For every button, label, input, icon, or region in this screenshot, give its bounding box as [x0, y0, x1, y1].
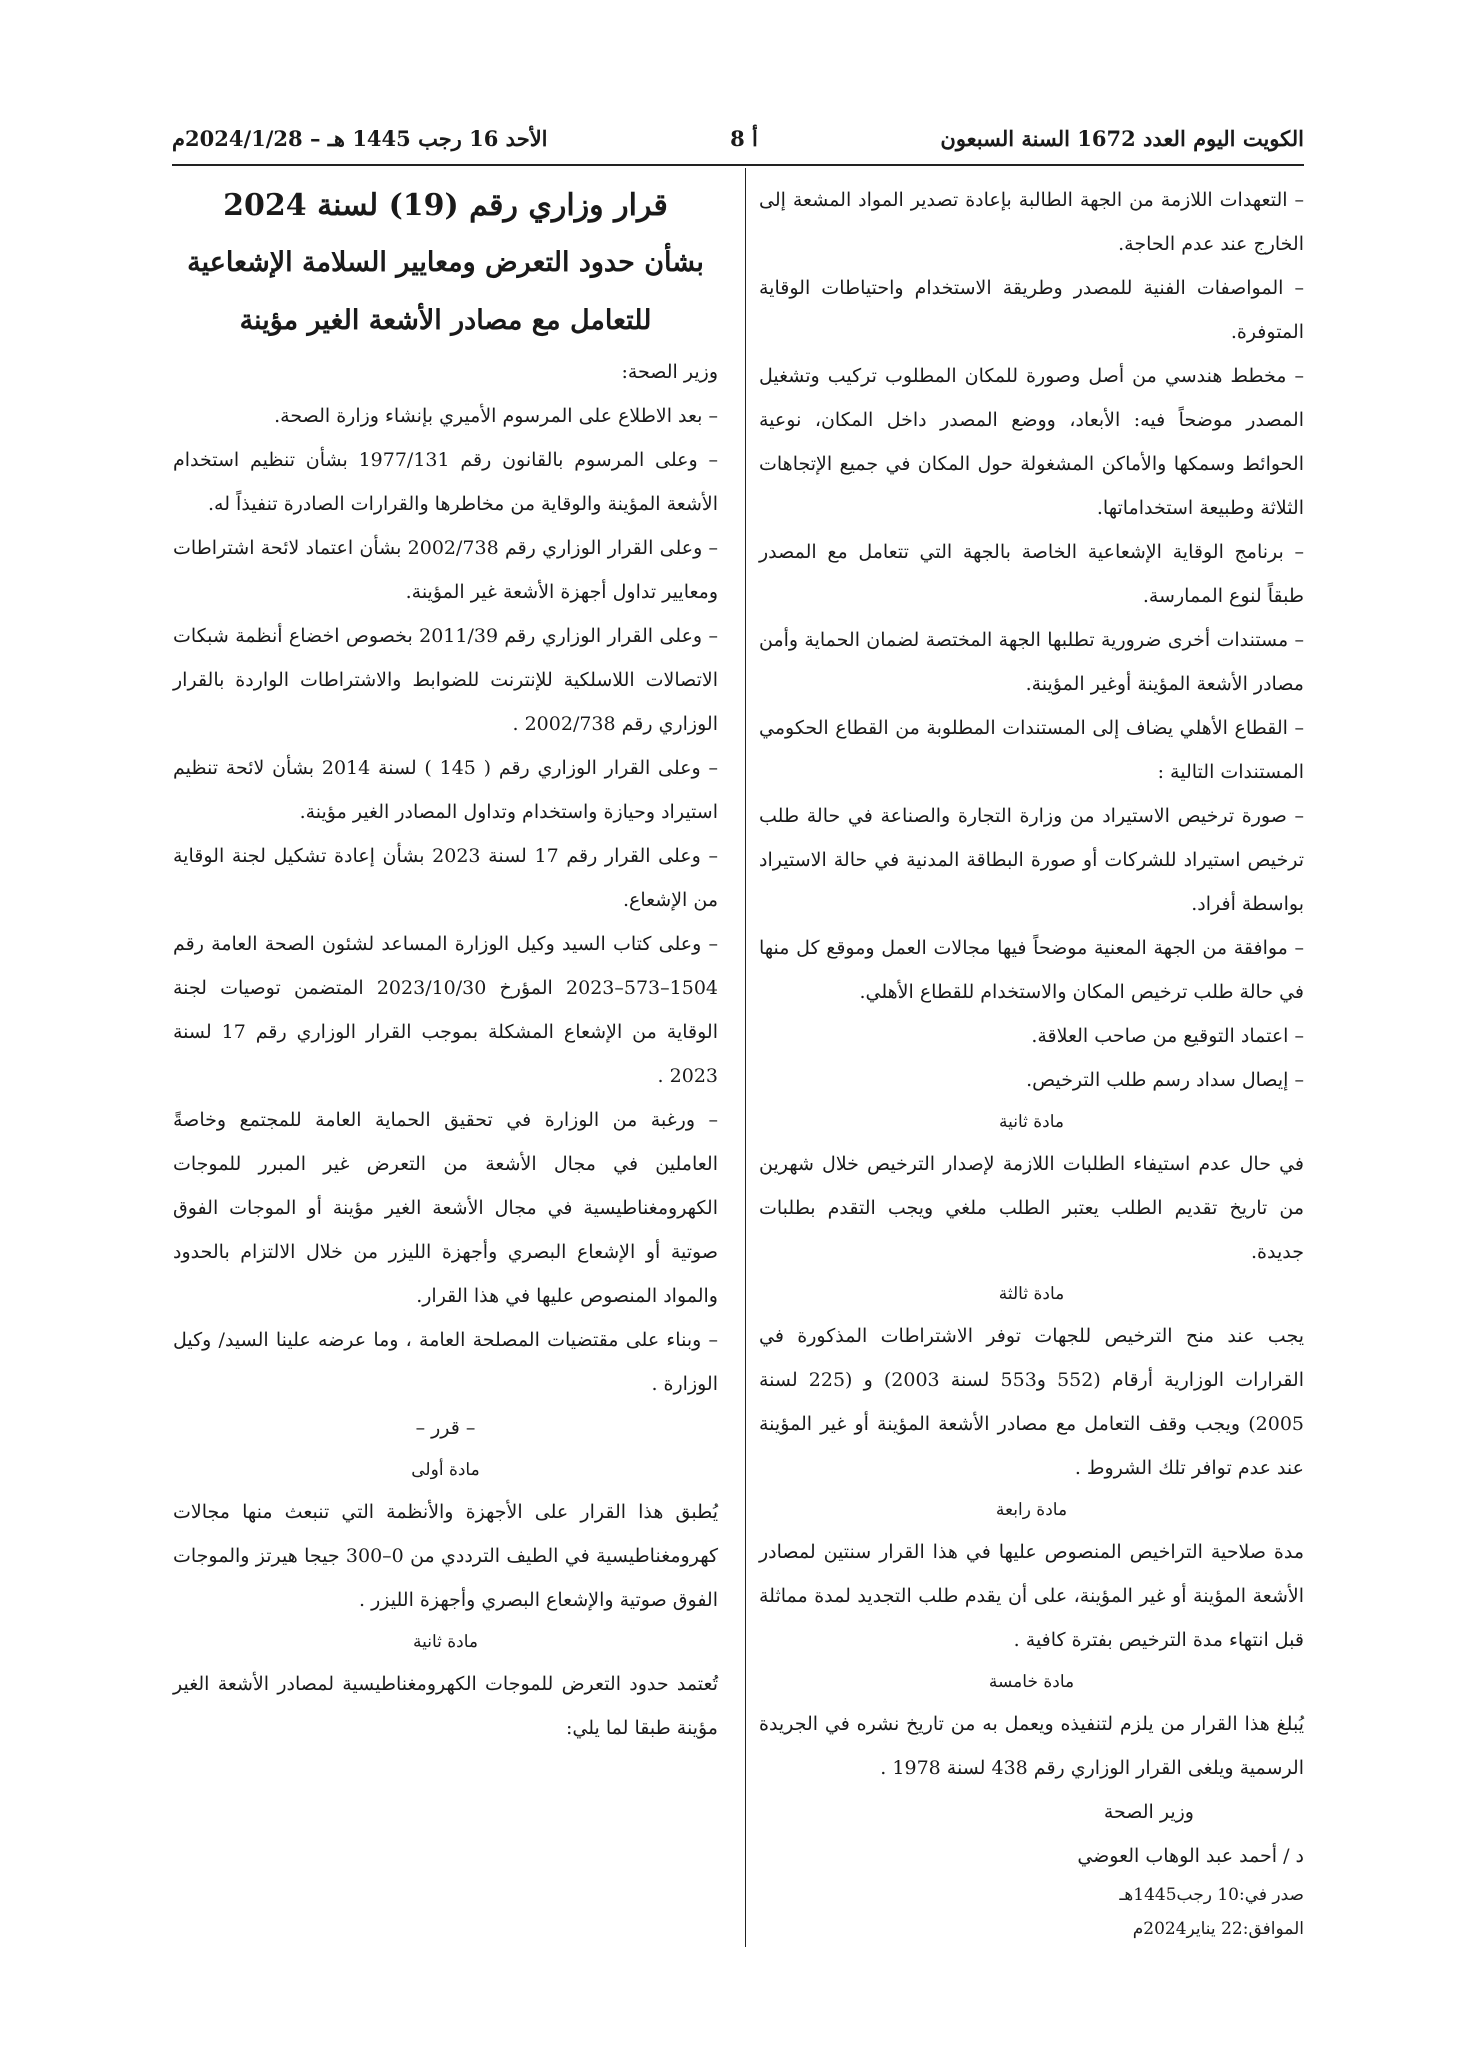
article-text: يجب عند منح الترخيص للجهات توفر الاشتراطات المذكورة في القرارات الوزارية أرقام (552 و553 لسنة 2003) و (225 لسنة 2005) ويجب وقف التعامل مع مصادر الأشعة المؤينة أو غير المؤينة عند عدم توافر تلك الشروط .	[759, 1325, 1304, 1479]
decree-title: قرار وزاري رقم (19) لسنة 2024	[223, 188, 668, 223]
preamble-item: – ورغبة من الوزارة في تحقيق الحماية العامة للمجتمع وخاصةً العاملين في مجال الأشعة من التعرض غير المبرر للموجات الكهرومغناطيسية في مجال الأشعة الغير مؤينة أو الموجات الفوق صوتية أو الإشعاع البصري وأجهزة الليزر من خلال الالتزام بالحدود والمواد المنصوص عليها في هذا القرار.	[173, 1109, 718, 1307]
issue-date: صدر في:10 رجب1445هـ	[1119, 1885, 1304, 1905]
preamble-item: – بعد الاطلاع على المرسوم الأميري بإنشاء وزارة الصحة.	[274, 405, 718, 427]
paragraph: – إيصال سداد رسم طلب الترخيص.	[1026, 1069, 1304, 1091]
decree-subtitle: للتعامل مع مصادر الأشعة الغير مؤينة	[239, 305, 652, 336]
article-text: في حال عدم استيفاء الطلبات اللازمة لإصدار الترخيص خلال شهرين من تاريخ تقديم الطلب يعتبر الطلب ملغي ويجب التقدم بطلبات جديدة.	[759, 1153, 1304, 1263]
decree-subtitle: بشأن حدود التعرض ومعايير السلامة الإشعاعية	[187, 247, 704, 278]
column-divider	[745, 168, 746, 1947]
decided-heading: – قرر –	[415, 1417, 476, 1439]
preamble-item: – وعلى القرار الوزاري رقم 2011/39 بخصوص اخضاع أنظمة شبكات الاتصالات اللاسلكية للإنترنت للضوابط والاشتراطات الواردة بالقرار الوزاري رقم 2002/738 .	[173, 625, 718, 735]
header-divider	[172, 164, 1304, 166]
page-header	[172, 118, 1304, 158]
paragraph: – مستندات أخرى ضرورية تطلبها الجهة المختصة لضمان الحماية وأمن مصادر الأشعة المؤينة أوغير المؤينة.	[759, 629, 1304, 695]
paragraph: – اعتماد التوقيع من صاحب العلاقة.	[1031, 1025, 1304, 1047]
preamble-item: – وعلى القرار الوزاري رقم 2002/738 بشأن اعتماد لائحة اشتراطات ومعايير تداول أجهزة الأشعة غير المؤينة.	[173, 537, 718, 603]
article-heading: مادة ثالثة	[998, 1284, 1065, 1304]
paragraph: – برنامج الوقاية الإشعاعية الخاصة بالجهة التي تتعامل مع المصدر طبقاً لنوع الممارسة.	[759, 541, 1304, 607]
header-issue: الكويت اليوم العدد 1672 السنة السبعون	[940, 125, 1304, 151]
paragraph: – القطاع الأهلي يضاف إلى المستندات المطلوبة من القطاع الحكومي المستندات التالية :	[759, 717, 1304, 783]
preamble-item: – وعلى القرار الوزاري رقم ( 145 ) لسنة 2014 بشأن لائحة تنظيم استيراد وحيازة واستخدام وتداول المصادر الغير مؤينة.	[173, 757, 718, 823]
preamble-item: – وعلى القرار رقم 17 لسنة 2023 بشأن إعادة تشكيل لجنة الوقاية من الإشعاع.	[173, 845, 718, 911]
right-column	[759, 178, 1304, 1946]
minister-title: وزير الصحة	[1103, 1801, 1194, 1823]
article-heading: مادة خامسة	[988, 1672, 1075, 1692]
intro: وزير الصحة:	[621, 361, 718, 383]
paragraph: – مخطط هندسي من أصل وصورة للمكان المطلوب تركيب وتشغيل المصدر موضحاً فيه: الأبعاد، ووضع المصدر داخل المكان، نوعية الحوائط وسمكها والأماكن المشغولة حول المكان في جميع الإتجاهات الثلاثة وطبيعة استخداماتها.	[759, 365, 1304, 519]
article-heading: مادة ثانية	[998, 1112, 1065, 1132]
article-heading: مادة ثانية	[412, 1632, 479, 1652]
left-column	[173, 178, 718, 1750]
article-text: تُعتمد حدود التعرض للموجات الكهرومغناطيسية لمصادر الأشعة الغير مؤينة طبقا لما يلي:	[173, 1673, 718, 1739]
paragraph: – المواصفات الفنية للمصدر وطريقة الاستخدام واحتياطات الوقاية المتوفرة.	[759, 277, 1304, 343]
preamble-item: – وعلى المرسوم بالقانون رقم 1977/131 بشأن تنظيم استخدام الأشعة المؤينة والوقاية من مخاطرها والقرارات الصادرة تنفيذاً له.	[173, 449, 718, 515]
article-text: يُبلغ هذا القرار من يلزم لتنفيذه ويعمل به من تاريخ نشره في الجريدة الرسمية ويلغى القرار الوزاري رقم 438 لسنة 1978 .	[759, 1713, 1304, 1779]
preamble-item: – وبناء على مقتضيات المصلحة العامة ، وما عرضه علينا السيد/ وكيل الوزارة .	[173, 1329, 718, 1395]
header-page-number: أ 8	[730, 125, 758, 151]
preamble-item: – وعلى كتاب السيد وكيل الوزارة المساعد لشئون الصحة العامة رقم 1504–573–2023 المؤرخ 2023/10/30 المتضمن توصيات لجنة الوقاية من الإشعاع المشكلة بموجب القرار الوزاري رقم 17 لسنة 2023 .	[173, 933, 718, 1087]
article-text: مدة صلاحية التراخيص المنصوص عليها في هذا القرار سنتين لمصادر الأشعة المؤينة أو غير المؤينة، على أن يقدم طلب التجديد لمدة مماثلة قبل انتهاء مدة الترخيص بفترة كافية .	[759, 1541, 1304, 1651]
article-heading: مادة أولى	[411, 1460, 480, 1480]
minister-name: د / أحمد عبد الوهاب العوضي	[1077, 1845, 1304, 1867]
header-date: الأحد 16 رجب 1445 هـ – 2024/1/28م	[172, 125, 548, 151]
paragraph: – موافقة من الجهة المعنية موضحاً فيها مجالات العمل وموقع كل منها في حالة طلب ترخيص المكان والاستخدام للقطاع الأهلي.	[759, 937, 1304, 1003]
article-text: يُطبق هذا القرار على الأجهزة والأنظمة التي تنبعث منها مجالات كهرومغناطيسية في الطيف الترددي من 0–300 جيجا هيرتز والموجات الفوق صوتية والإشعاع البصري وأجهزة الليزر .	[173, 1501, 718, 1611]
article-heading: مادة رابعة	[995, 1500, 1068, 1520]
corresponding-date: الموافق:22 يناير2024م	[1132, 1919, 1304, 1939]
paragraph: – التعهدات اللازمة من الجهة الطالبة بإعادة تصدير المواد المشعة إلى الخارج عند عدم الحاجة.	[759, 189, 1304, 255]
paragraph: – صورة ترخيص الاستيراد من وزارة التجارة والصناعة في حالة طلب ترخيص استيراد للشركات أو صورة البطاقة المدنية في حالة الاستيراد بواسطة أفراد.	[759, 805, 1304, 915]
